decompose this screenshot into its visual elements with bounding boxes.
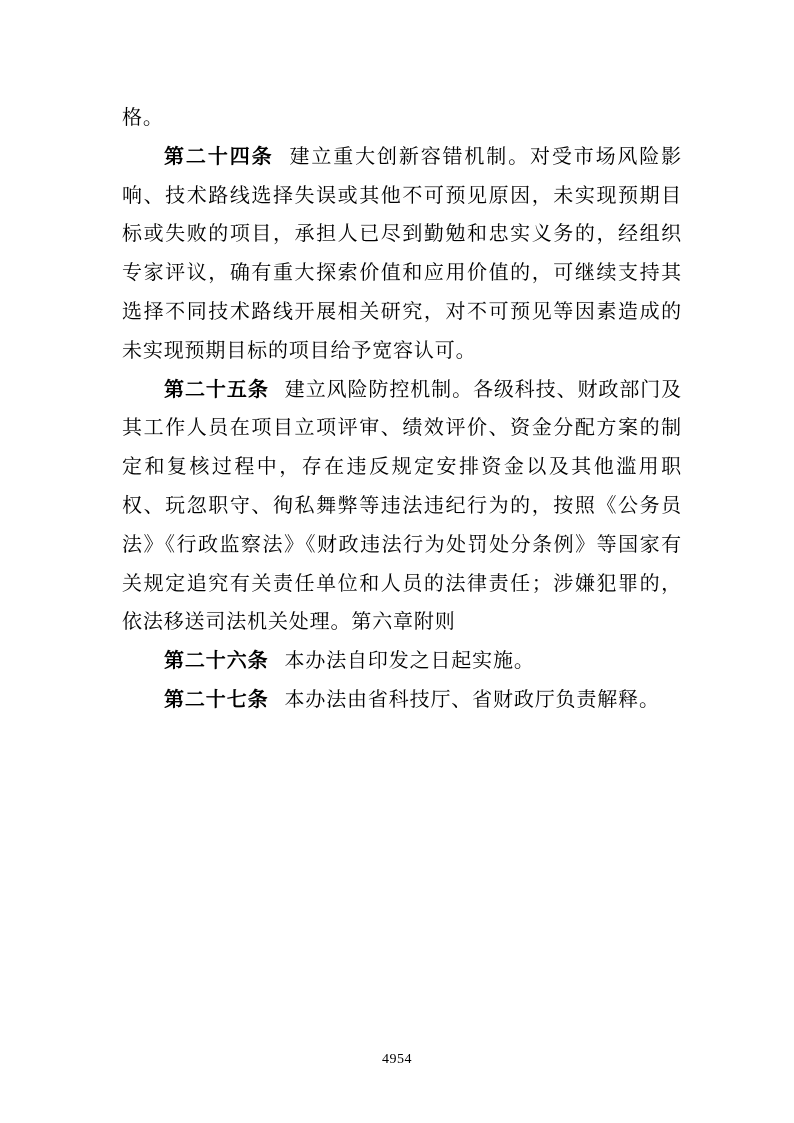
article-26-title: 第二十六条 [164,648,269,673]
continuation-paragraph [122,98,682,137]
article-26 [122,641,682,680]
article-25-text: 建立风险防控机制。各级科技、财政部门及其工作人员在项目立项评审、绩效评价、资金分配方案的制定和复核过程中，存在违反规定安排资金以及其他滥用职权、玩忽职守、徇私舞弊等违法违纪行为的，按照《公务员法》《行政监察法》《财政违法行为处罚处分条例》等国家有关规定追究有关责任单位和人员的法律责任；涉嫌犯罪的，依法移送司法机关处理。第六章附则 [122,376,682,634]
article-27 [122,680,682,719]
article-27-title: 第二十七条 [164,686,269,711]
continuation-text: 格。 [122,105,164,129]
article-25-title: 第二十五条 [164,376,269,401]
article-25 [122,370,682,642]
article-24-title: 第二十四条 [164,143,274,168]
page-number: 4954 [382,1052,412,1067]
article-24-text: 建立重大创新容错机制。对受市场风险影响、技术路线选择失误或其他不可预见原因，未实现预期目标或失败的项目，承担人已尽到勤勉和忠实义务的，经组织专家评议，确有重大探索价值和应用价值的，可继续支持其选择不同技术路线开展相关研究，对不可预见等因素造成的未实现预期目标的项目给予宽容认可。 [122,143,682,362]
article-26-text: 本办法自印发之日起实施。 [284,648,535,673]
article-27-text: 本办法由省科技厅、省财政厅负责解释。 [284,686,660,711]
document-body [122,98,682,719]
article-24 [122,137,682,370]
